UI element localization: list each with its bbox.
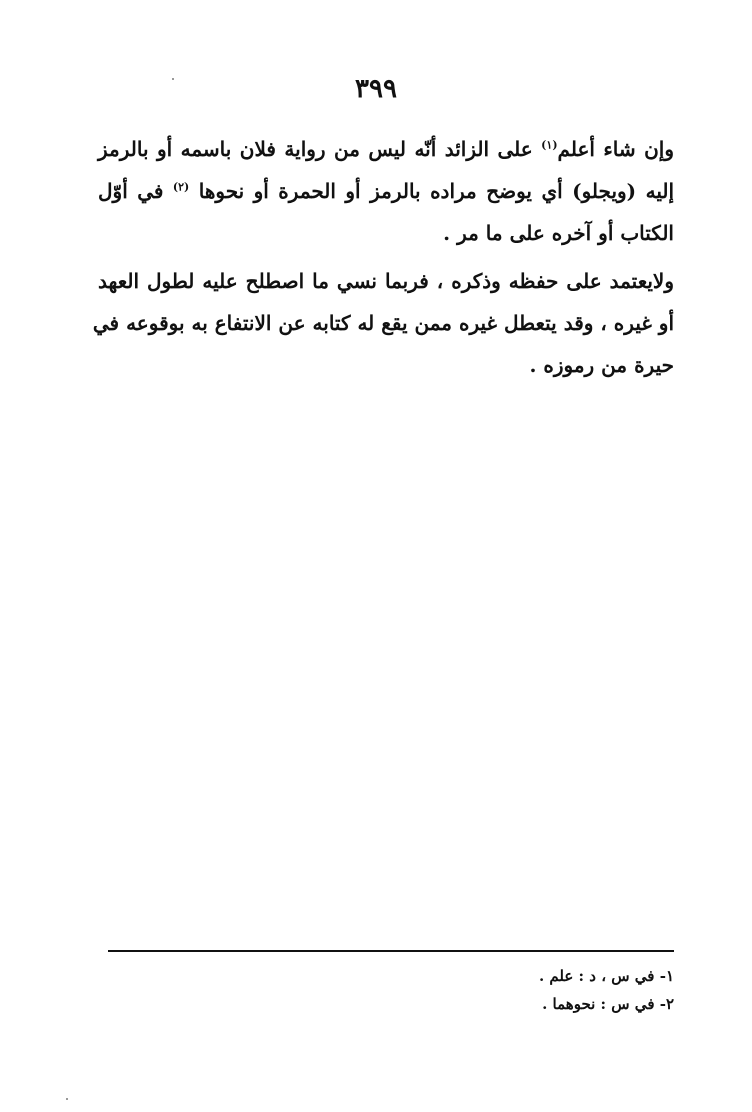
footnotes bbox=[108, 962, 674, 1018]
text-segment: على الزائد أنّه ليس من رواية فلان باسمه أو بالرمز bbox=[98, 137, 542, 161]
footnote-marker: (٢) bbox=[172, 180, 190, 194]
text-line bbox=[98, 170, 674, 212]
text-segment: إليه (ويجلو) أي يوضح مراده بالرمز أو الحمرة أو نحوها bbox=[189, 179, 675, 203]
text-line: الكتاب أو آخره على ما مر . bbox=[443, 221, 674, 245]
text-line: حيرة من رموزه . bbox=[529, 353, 674, 377]
footnote: ٢- في س : نحوهما . bbox=[542, 995, 674, 1013]
scan-speck bbox=[172, 78, 174, 80]
paragraph-2 bbox=[92, 260, 674, 386]
text-segment: في أوّل bbox=[98, 179, 173, 203]
footnote-marker: (١) bbox=[541, 138, 558, 152]
body-text bbox=[92, 128, 675, 386]
paragraph-1 bbox=[98, 128, 674, 254]
page-number: ٣٩٩ bbox=[355, 74, 397, 104]
footnote-divider bbox=[108, 950, 674, 952]
scan-speck bbox=[66, 1098, 68, 1100]
footnote: ١- في س ، د : علم . bbox=[538, 967, 674, 985]
text-line bbox=[98, 128, 674, 170]
text-segment: وإن شاء أعلم bbox=[557, 137, 674, 161]
text-line: أو غيره ، وقد يتعطل غيره ممن يقع له كتابه عن الانتفاع به بوقوعه في bbox=[92, 311, 674, 335]
text-line: ولايعتمد على حفظه وذكره ، فربما نسي ما اصطلح عليه لطول العهد bbox=[98, 269, 674, 293]
